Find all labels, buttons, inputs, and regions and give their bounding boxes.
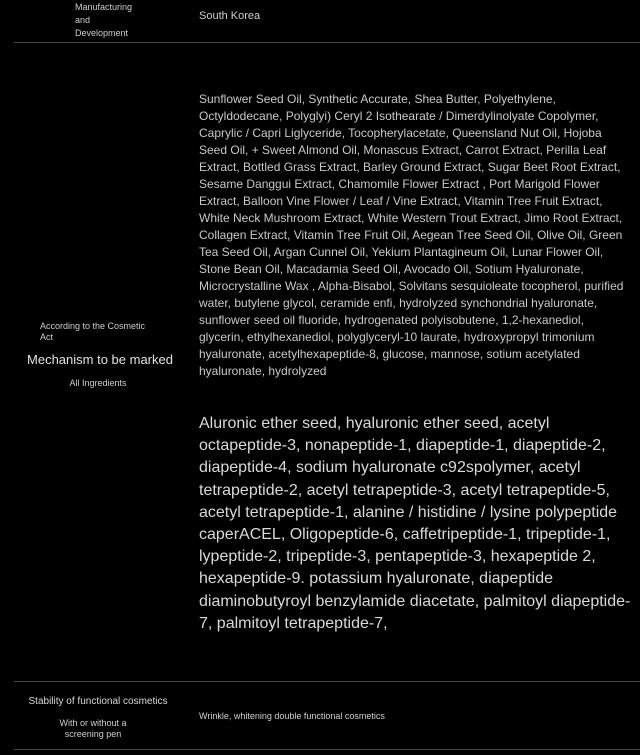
stability-value: Wrinkle, whitening double functional cosmetics — [199, 711, 385, 721]
ingredient-list-peptides: Aluronic ether seed, hyaluronic ether seed, acetyl octapeptide-3, nonapeptide-1, diapeptide-1, diapeptide-2, diapeptide-4, sodium hyaluronate c92spolymer, acetyl tetrapeptide-2, acetyl tetrapeptide-3, acetyl tetrapeptide-5, acetyl tetrapeptide-1, alanine / histidine / lysine polypeptide caperACEL, Oligopeptide-6, caffetripeptide-1, tripeptide-1, lypeptide-2, tripeptide-3, pentapeptide-3, hexapeptide 2, hexapeptide-9. potassium hyaluronate, diapeptide diaminobutyroyl benzylamide diacetate, palmitoyl diapeptide-7, palmitoyl tetrapeptide-7, — [199, 415, 631, 632]
stability-label-main: Stability of functional cosmetics — [28, 696, 168, 707]
ingredient-list-primary: Sunflower Seed Oil, Synthetic Accurate, Shea Butter, Polyethylene, Octyldodecane, Polyglyi) Ceryl 2 Isothearate / Dimerdylinolyate Copolymer, Caprylic / Capri Liglyceride, Tocopherylacetate, Queensland Nut Oil, Hojoba Seed Oil, + Sweet Almond Oil, Monascus Extract, Carrot Extract, Perilla Leaf Extract, Bottled Grass Extract, Barley Ground Extract, Sugar Beet Root Extract, Sesame Danggui Extract, Chamomile Flower Extract , Port Marigold Flower Extract, Balloon Vine Flower / Leaf / Vine Extract, Vitamin Tree Fruit Extract, White Neck Mushroom Extract, White Western Trout Extract, Jimo Root Extract, Collagen Extract, Vitamin Tree Fruit Oil, Aegean Tree Seed Oil, Olive Oil, Green Tea Seed Oil, Argan Cunnel Oil, Yekium Plantagineum Oil, Lunar Flower Oil, Stone Bean Oil, Macadamia Seed Oil, Avocado Oil, Sotium Hyaluronate, Microcrystalline Wax , Alpha-Bisabol, Solvitans sesquioleate tocopherol, purified water, butylene glycol, ceramide enfi, hydrolyzed synchondrial hyaluronate, sunflower seed oil fluoride, hydrogenated polyisobutene, 1,2-hexanediol, glycerin, ethylhexanediol, polyglyceryl-10 laurate, hydroxypropyl trimonium hyaluronate, acetylhexapeptide-8, glucose, mannose, sotium acetylated hyaluronate, hydrolyzed — [199, 92, 624, 378]
ingredients-row — [0, 43, 640, 680]
manufacturing-row — [0, 0, 640, 42]
divider-bottom — [14, 749, 640, 750]
manufacturing-value: South Korea — [199, 10, 261, 22]
ingredients-label-main: Mechanism to be marked — [27, 352, 173, 367]
stability-label-sub: With or without a screening pen — [59, 718, 127, 739]
ingredients-label-top: According to the Cosmetic Act — [40, 321, 146, 342]
manufacturing-label: Manufacturing and Development — [75, 2, 133, 38]
stability-row — [0, 682, 640, 748]
ingredients-label-bottom: All Ingredients — [69, 378, 127, 388]
